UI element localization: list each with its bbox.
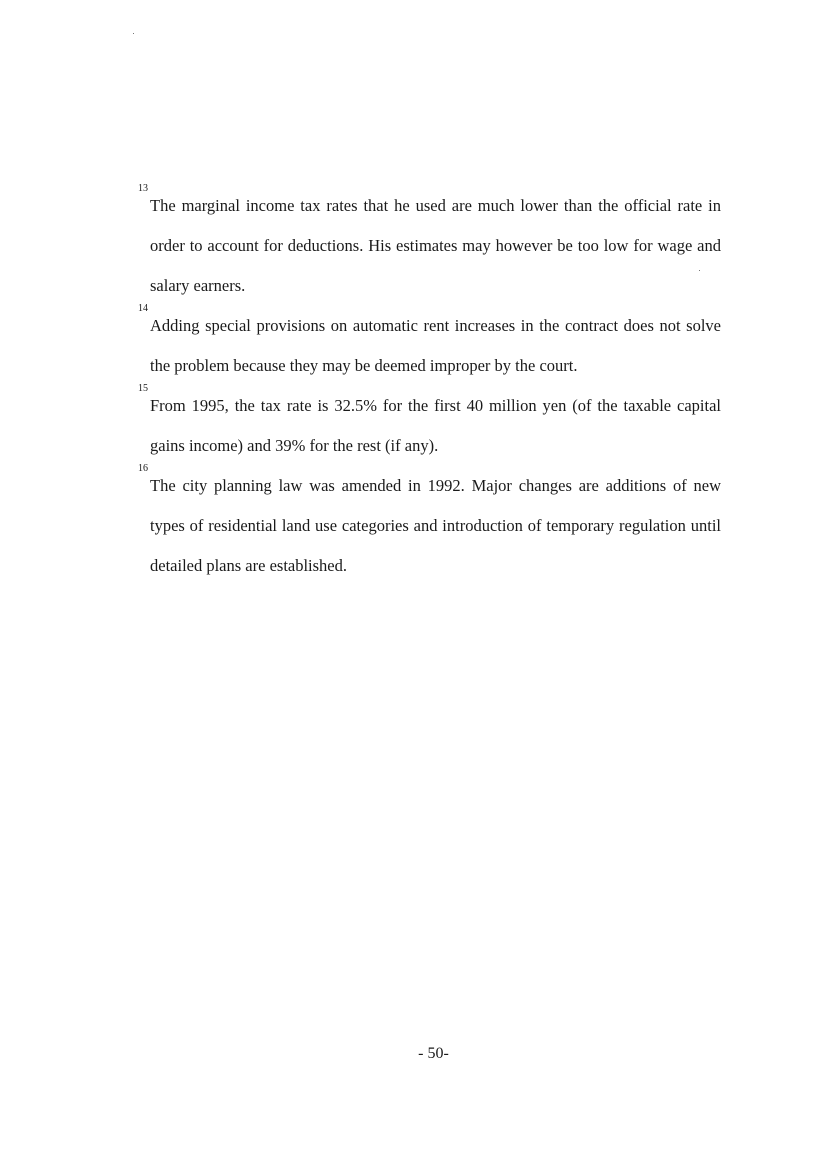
page-number: - 50- — [418, 1045, 449, 1062]
footnote-marker: 16 — [138, 463, 148, 474]
footnotes-section — [138, 183, 721, 586]
footnote-text: From 1995, the tax rate is 32.5% for the first 40 million yen (of the taxable capital gains income) and 39% for the rest (if any). — [150, 396, 721, 455]
footnote-text: The city planning law was amended in 1992. Major changes are additions of new types of residential land use categories and introduction of temporary regulation until detailed plans are established. — [150, 476, 721, 575]
footnote-marker: 15 — [138, 383, 148, 394]
footnote-marker: 14 — [138, 303, 148, 314]
footnote-15 — [138, 383, 721, 466]
scan-speck — [133, 33, 134, 34]
footnote-text: Adding special provisions on automatic rent increases in the contract does not solve the problem because they may be deemed improper by the court. — [150, 316, 721, 375]
footnote-16 — [138, 463, 721, 586]
footnote-14 — [138, 303, 721, 386]
footnote-marker: 13 — [138, 183, 148, 194]
footnote-13 — [138, 183, 721, 306]
footnote-text: The marginal income tax rates that he used are much lower than the official rate in order to account for deductions. His estimates may however be too low for wage and salary earners. — [150, 196, 721, 295]
